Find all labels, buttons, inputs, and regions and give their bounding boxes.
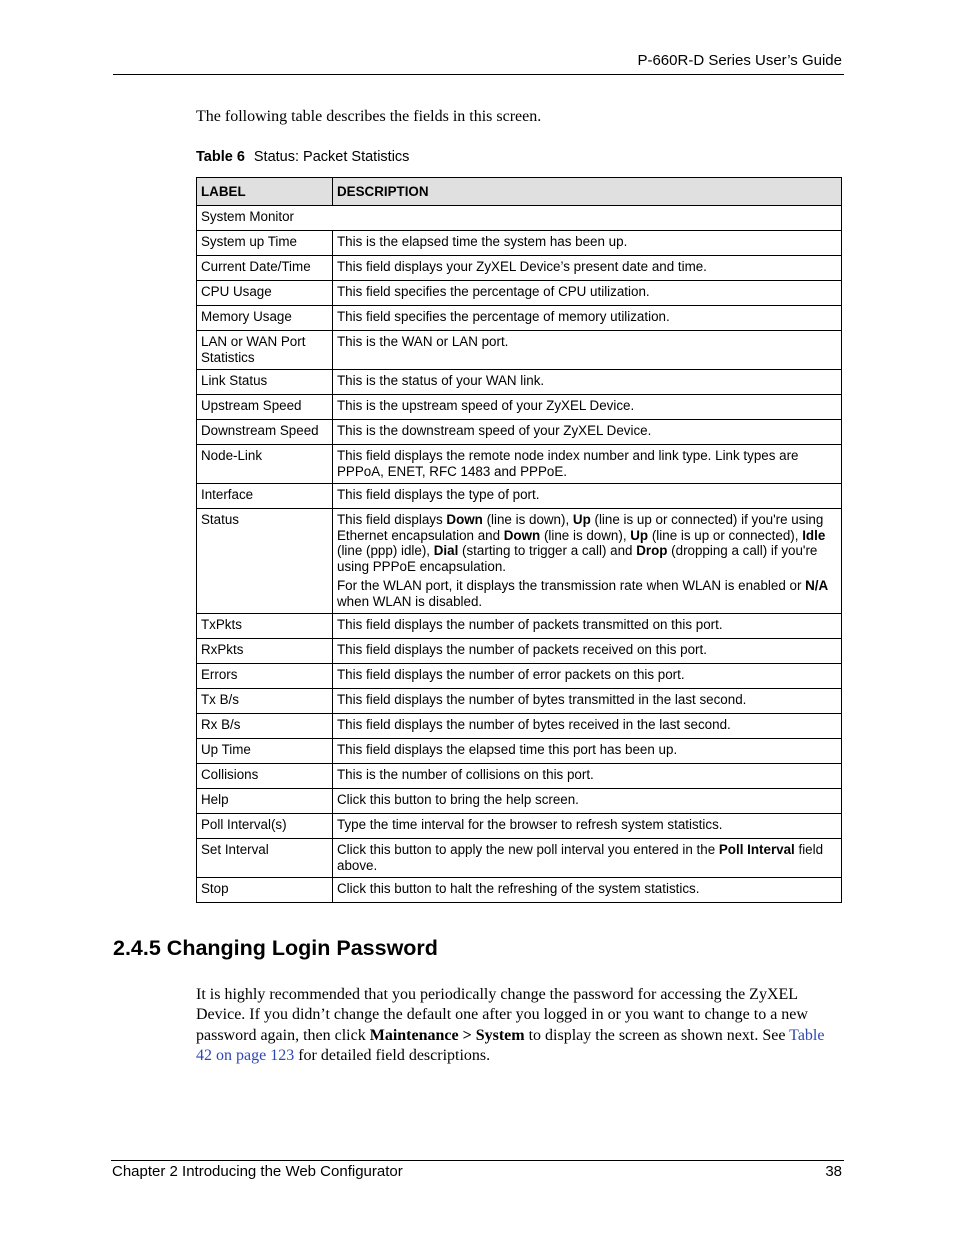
footer-page-number: 38: [825, 1163, 842, 1180]
status-desc-text: This field displays: [337, 512, 447, 527]
row-label: Upstream Speed: [197, 395, 333, 420]
row-label: Rx B/s: [197, 714, 333, 739]
row-label: Tx B/s: [197, 689, 333, 714]
row-label: Link Status: [197, 370, 333, 395]
table-row: [197, 420, 842, 445]
body-text-3: for detailed field descriptions.: [294, 1047, 491, 1065]
row-description: This field displays the number of bytes received in the last second.: [333, 714, 842, 739]
table-row: [197, 306, 842, 331]
status-desc-bold-term: Drop: [636, 543, 668, 558]
row-description: Click this button to halt the refreshing of the system statistics.: [333, 878, 842, 903]
table-row: [197, 445, 842, 484]
row-description: This field displays the number of bytes transmitted in the last second.: [333, 689, 842, 714]
status-desc-bold-term: Down: [446, 512, 483, 527]
row-label: Memory Usage: [197, 306, 333, 331]
column-header-label: LABEL: [197, 178, 333, 206]
row-description: This field displays the type of port.: [333, 484, 842, 509]
table-row: [197, 814, 842, 839]
table-row: [197, 639, 842, 664]
table-row: [197, 395, 842, 420]
body-text-2: to display the screen as shown next. See: [524, 1026, 790, 1044]
status-desc-text: (starting to trigger a call) and: [458, 543, 637, 558]
header-title: P-660R-D Series User’s Guide: [637, 52, 842, 69]
row-description: This is the WAN or LAN port.: [333, 331, 842, 370]
row-label: Poll Interval(s): [197, 814, 333, 839]
table-row: [197, 614, 842, 639]
status-desc-bold-term: Dial: [433, 543, 459, 558]
table-row: [197, 331, 842, 370]
table-row: [197, 664, 842, 689]
row-label: Status: [197, 509, 333, 614]
row-description: This is the downstream speed of your ZyXEL Device.: [333, 420, 842, 445]
table-row: [197, 714, 842, 739]
page-footer: [111, 1160, 844, 1185]
row-description: Type the time interval for the browser to refresh system statistics.: [333, 814, 842, 839]
row-description: This field displays the number of packets transmitted on this port.: [333, 614, 842, 639]
row-label: CPU Usage: [197, 281, 333, 306]
row-description: [333, 509, 842, 614]
row-label: Current Date/Time: [197, 256, 333, 281]
table-row: [197, 231, 842, 256]
status-desc-bold-term: Up: [630, 527, 649, 543]
status-desc-text: (line is down),: [482, 512, 573, 527]
row-label: Collisions: [197, 764, 333, 789]
status-desc-wlan-paragraph: [337, 578, 837, 609]
row-description: This field displays the number of packets received on this port.: [333, 639, 842, 664]
status-table: [196, 177, 842, 903]
section-heading: 2.4.5 Changing Login Password: [113, 936, 438, 960]
row-description: This field displays the number of error packets on this port.: [333, 664, 842, 689]
row-label: Downstream Speed: [197, 420, 333, 445]
table-row: [197, 484, 842, 509]
footer-chapter: Chapter 2 Introducing the Web Configurator: [112, 1163, 403, 1180]
row-description: This is the upstream speed of your ZyXEL Device.: [333, 395, 842, 420]
status-desc-wlan-text: when WLAN is disabled.: [337, 593, 483, 609]
table-row: [197, 739, 842, 764]
status-desc-paragraph: [337, 512, 837, 574]
status-desc-wlan-bold-term: N/A: [805, 578, 829, 593]
intro-text: The following table describes the fields in this screen.: [196, 108, 542, 125]
page-header: [113, 50, 844, 75]
section-row-label: System Monitor: [197, 206, 842, 231]
table-title: Status: Packet Statistics: [253, 149, 410, 165]
row-description: This field specifies the percentage of memory utilization.: [333, 306, 842, 331]
column-header-description: DESCRIPTION: [333, 178, 842, 206]
set-interval-desc-text: Click this button to apply the new poll interval you entered in the: [337, 842, 719, 857]
table-row: [197, 789, 842, 814]
row-label: Set Interval: [197, 839, 333, 878]
row-label: Node-Link: [197, 445, 333, 484]
table-row: [197, 878, 842, 903]
table-row: [197, 764, 842, 789]
row-description: This field specifies the percentage of CPU utilization.: [333, 281, 842, 306]
body-paragraph: [196, 985, 844, 1067]
table-row: [197, 839, 842, 878]
status-desc-bold-term: Down: [503, 527, 541, 543]
set-interval-desc-bold-term: Poll Interval: [718, 842, 795, 857]
row-description: Click this button to bring the help screen.: [333, 789, 842, 814]
row-label: Interface: [197, 484, 333, 509]
table-number: Table 6: [196, 149, 245, 165]
row-label: Errors: [197, 664, 333, 689]
table-row: [197, 281, 842, 306]
table-row: [197, 509, 842, 614]
table-body: [197, 206, 842, 903]
row-description: This field displays the remote node index number and link type. Link types are PPPoA, ENET, RFC 1483 and PPPoE.: [333, 445, 842, 484]
row-label: Stop: [197, 878, 333, 903]
table-caption: [196, 149, 409, 165]
status-desc-text: (line is down),: [540, 527, 631, 543]
table-section-row: [197, 206, 842, 231]
status-desc-bold-term: Up: [572, 512, 591, 527]
row-label: System up Time: [197, 231, 333, 256]
body-menu-path: Maintenance > System: [369, 1026, 525, 1044]
set-interval-desc-text: field above.: [337, 842, 824, 873]
table-header-row: [197, 178, 842, 206]
row-label: RxPkts: [197, 639, 333, 664]
status-desc-bold-term: Idle: [802, 527, 826, 543]
row-description: [333, 839, 842, 878]
table-reference-link[interactable]: Table 42 on page 123: [196, 1026, 825, 1065]
row-description: This field displays the elapsed time this port has been up.: [333, 739, 842, 764]
status-desc-text: (line is up or connected) if you're using Ethernet encapsulation and: [337, 512, 824, 543]
row-label: LAN or WAN Port Statistics: [197, 331, 333, 370]
row-label: Up Time: [197, 739, 333, 764]
body-text-1: It is highly recommended that you periodically change the password for accessing the ZyXEL Device. If you didn’t change the default one after you logged in or you want to change to a new password again, then click: [196, 986, 808, 1044]
row-description: This is the number of collisions on this port.: [333, 764, 842, 789]
status-desc-text: (dropping a call) if you're using PPPoE encapsulation.: [337, 543, 818, 574]
status-desc-text: (line (ppp) idle),: [337, 543, 434, 558]
row-description: This field displays your ZyXEL Device’s present date and time.: [333, 256, 842, 281]
table-row: [197, 370, 842, 395]
row-label: Help: [197, 789, 333, 814]
status-desc-text: (line is up or connected),: [648, 527, 803, 543]
status-desc-wlan-text: For the WLAN port, it displays the transmission rate when WLAN is enabled or: [337, 578, 806, 593]
row-description: This is the status of your WAN link.: [333, 370, 842, 395]
table-row: [197, 689, 842, 714]
table-row: [197, 256, 842, 281]
row-label: TxPkts: [197, 614, 333, 639]
row-description: This is the elapsed time the system has been up.: [333, 231, 842, 256]
